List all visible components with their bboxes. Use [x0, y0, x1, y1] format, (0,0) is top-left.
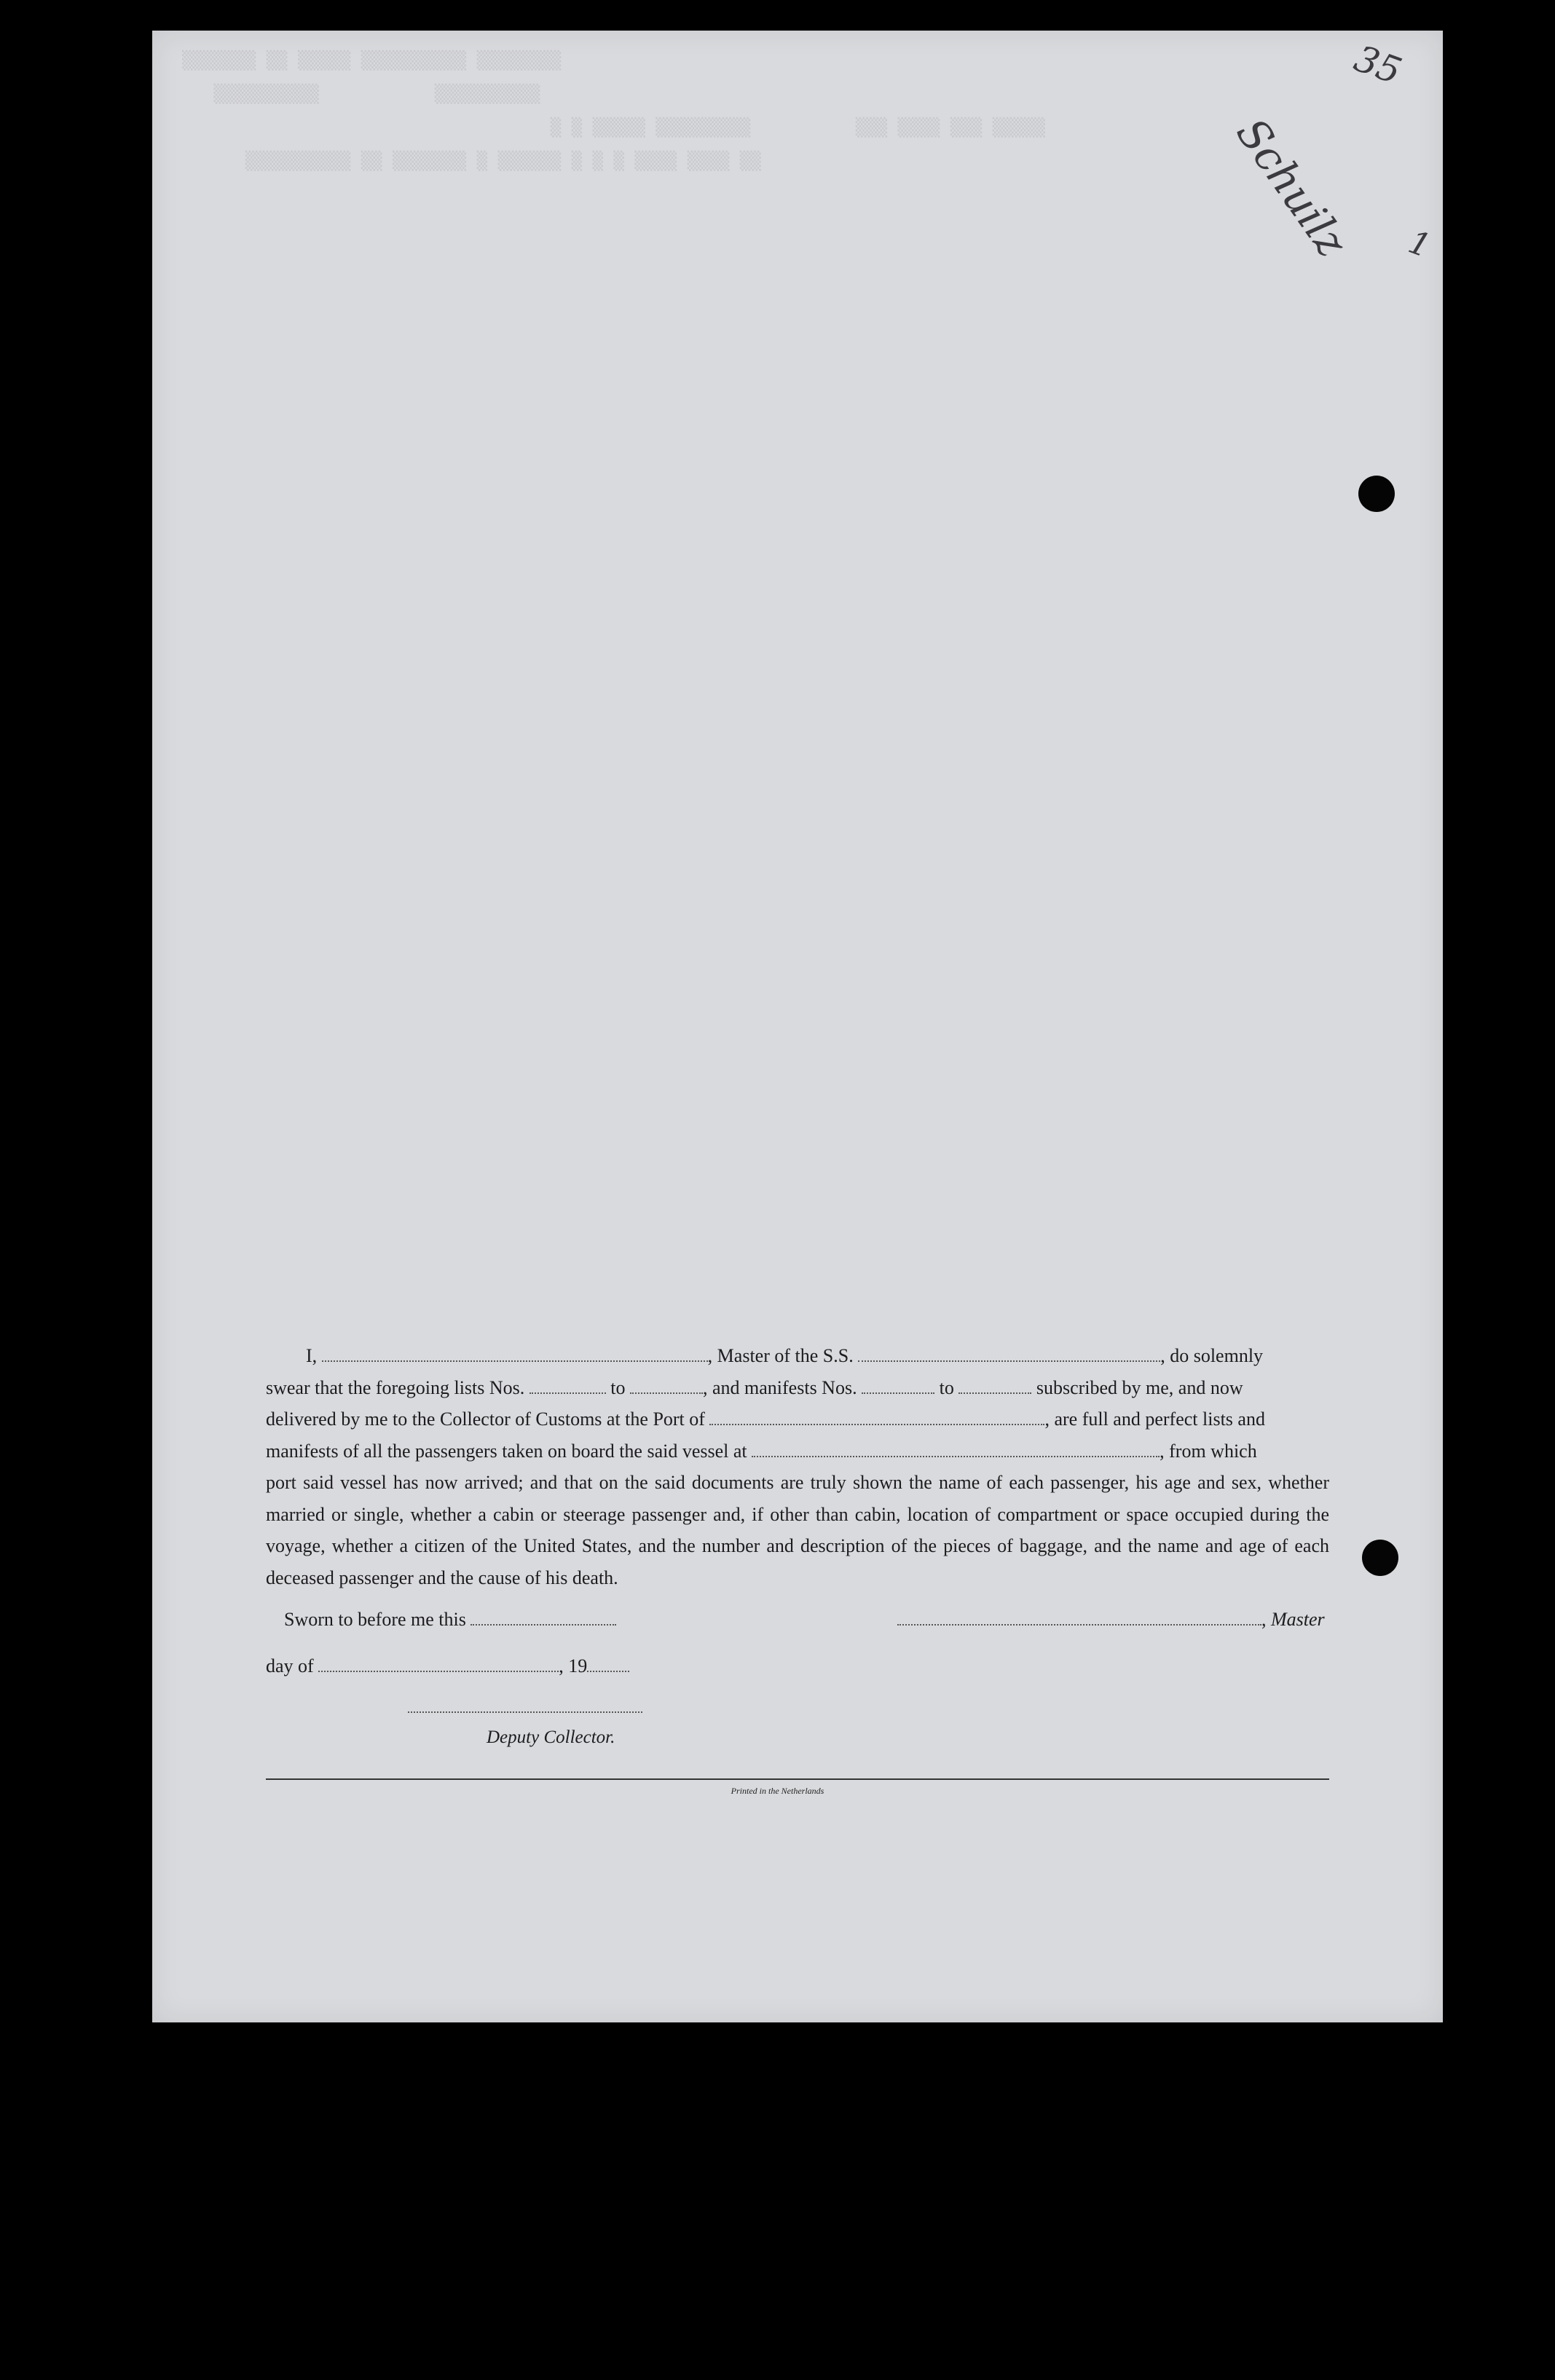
deputy-collector-signature-blank[interactable]: [408, 1711, 642, 1713]
sworn-date-blank[interactable]: [471, 1608, 616, 1626]
sworn-label: Sworn to before me this: [284, 1609, 466, 1630]
oath-line-2: [266, 1372, 1329, 1404]
day-of-label: day of: [266, 1655, 314, 1676]
lists-to-blank[interactable]: [630, 1376, 703, 1394]
punch-hole: [1358, 476, 1395, 512]
oath-line-4: [266, 1435, 1329, 1467]
lists-from-blank[interactable]: [530, 1376, 606, 1394]
master-signature-line: [897, 1608, 1325, 1631]
day-of-line: [266, 1655, 629, 1677]
oath-line-3: [266, 1403, 1329, 1435]
oath-body: port said vessel has now arrived; and that on the said documents are truly shown the name of each passenger, his age and sex, whether married or single, whether a cabin or steerage passenger and, if other than cabin, location of compartment or space occupied during the voyage, whether a citizen of the United States, and the number and description of the pieces of baggage, and the name and age of each deceased passenger and the cause of his death.: [266, 1472, 1329, 1588]
oath-i-label: I,: [306, 1345, 318, 1366]
handwritten-page-number: 35: [1349, 36, 1407, 93]
manifests-to-blank[interactable]: [958, 1376, 1031, 1394]
oath-full-and-perfect: , are full and perfect lists and: [1044, 1408, 1265, 1430]
oath-line-1: [266, 1340, 1329, 1372]
month-blank[interactable]: [318, 1655, 559, 1672]
port-of-embarkation-blank[interactable]: [752, 1440, 1160, 1457]
oath-to-1: to: [610, 1376, 626, 1398]
master-signature-blank[interactable]: [897, 1608, 1261, 1626]
sworn-line: [284, 1608, 616, 1631]
year-label: , 19: [559, 1655, 588, 1676]
oath-swear-lists: swear that the foregoing lists Nos.: [266, 1376, 525, 1398]
vessel-name-blank[interactable]: [858, 1344, 1160, 1362]
oath-manifests-of-all: manifests of all the passengers taken on board the said vessel at: [266, 1440, 747, 1462]
printer-imprint: Printed in the Netherlands: [731, 1786, 824, 1796]
oath-from-which: , from which: [1160, 1440, 1257, 1462]
deputy-collector-label: Deputy Collector.: [487, 1727, 615, 1747]
oath-do-solemnly: , do solemnly: [1160, 1345, 1264, 1366]
master-oath: [266, 1340, 1329, 1593]
oath-master-of-ss: , Master of the S.S.: [707, 1345, 854, 1366]
master-name-blank[interactable]: [322, 1344, 708, 1362]
bleed-through-text: ▒▒▒▒▒▒▒ ▒▒ ▒▒▒▒▒ ▒▒▒▒▒▒▒▒▒▒ ▒▒▒▒▒▒▒▒ ▒▒▒▒▒▒▒▒▒▒ ▒▒▒▒▒▒▒▒▒▒ ▒ ▒ ▒▒▒▒▒ ▒▒▒▒▒▒▒▒▒ ▒▒▒ ▒▒▒▒ ▒▒▒ ▒▒▒▒▒ ▒▒▒▒▒▒▒▒▒▒ ▒▒ ▒▒▒▒▒▒▒ ▒ ▒▒▒▒▒▒ ▒ ▒ ▒ ▒▒▒▒ ▒▒▒▒ ▒▒: [182, 50, 1045, 171]
oath-delivered: delivered by me to the Collector of Customs at the Port of: [266, 1408, 705, 1430]
handwritten-name: Schuilz: [1227, 109, 1358, 266]
oath-subscribed: subscribed by me, and now: [1036, 1376, 1243, 1398]
port-blank[interactable]: [709, 1408, 1044, 1425]
oath-and-manifests: , and manifests Nos.: [703, 1376, 857, 1398]
oath-to-2: to: [939, 1376, 954, 1398]
handwritten-mark: 1: [1404, 223, 1436, 266]
master-label: Master: [1271, 1609, 1325, 1630]
master-comma: ,: [1261, 1609, 1267, 1630]
punch-hole: [1362, 1540, 1398, 1576]
manifests-from-blank[interactable]: [862, 1376, 934, 1394]
manifest-page: [152, 31, 1443, 2022]
footer-rule: [266, 1778, 1329, 1780]
year-blank[interactable]: [587, 1655, 629, 1672]
